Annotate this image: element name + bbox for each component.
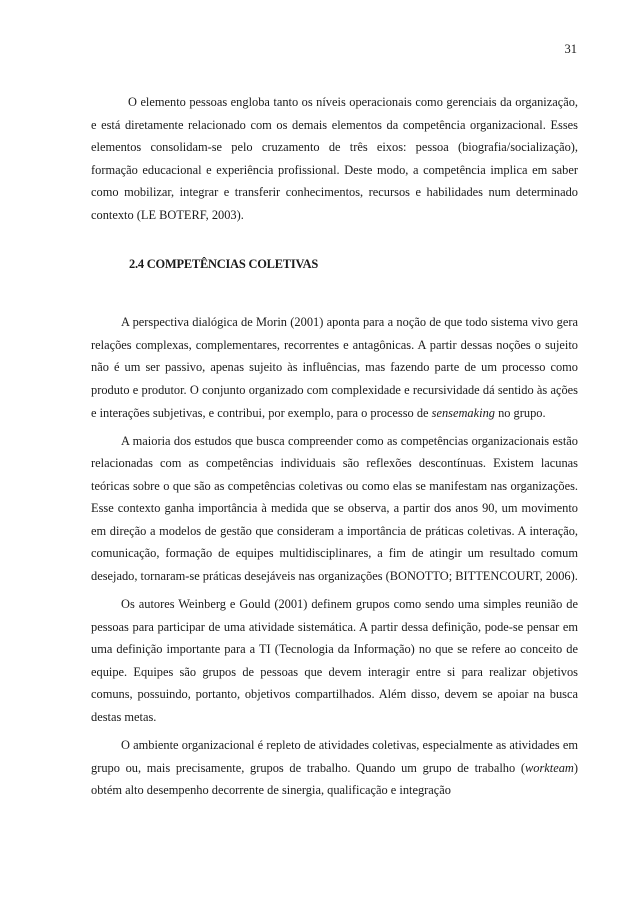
spacer bbox=[91, 275, 578, 311]
page-content bbox=[91, 91, 578, 802]
paragraph-text: ) obtém alto desempenho decorrente de sinergia, qualificação e integração bbox=[91, 760, 578, 798]
section-heading: 2.4 COMPETÊNCIAS COLETIVAS bbox=[129, 256, 319, 271]
italic-term: sensemaking bbox=[431, 405, 495, 420]
paragraph-text: O ambiente organizacional é repleto de atividades coletivas, especialmente as atividades em grupo ou, mais precisamente, grupos de trabalho. Quando um grupo de trabalho ( bbox=[91, 738, 578, 775]
body-paragraph-1 bbox=[91, 311, 578, 424]
spacer bbox=[91, 227, 578, 253]
body-paragraph-2: A maioria dos estudos que busca compreender como as competências organizacionais estão relacionadas com as competências individuais são reflexões descontínuas. Existem lacunas teóricas sobre o que são as competências coletivas ou como elas se manifestam nas organizações. Esse contexto ganha importância à medida que se observa, a partir dos anos 90, um movimento em direção a modelos de gestão que consideram a importância de práticas coletivas. A interação, comunicação, formação de equipes multidisciplinares, a fim de atingir um resultado comum desejado, tornaram-se práticas desejáveis nas organizações (BONOTTO; BITTENCOURT, 2006). bbox=[91, 433, 578, 584]
paragraph-text: no grupo. bbox=[494, 405, 546, 420]
body-paragraph-4 bbox=[91, 734, 578, 802]
body-paragraph-3: Os autores Weinberg e Gould (2001) definem grupos como sendo uma simples reunião de pessoas para participar de uma atividade sistemática. A partir dessa definição, pode-se pensar em uma definição importante para a TI (Tecnologia da Informação) no que se refere ao conceito de equipe. Equipes são grupos de pessoas que devem interagir entre si para realizar objetivos comuns, possuindo, portanto, objetivos compartilhados. Além disso, devem se apoiar na busca destas metas. bbox=[91, 597, 578, 725]
page-number: 31 bbox=[564, 42, 577, 56]
italic-term: workteam bbox=[524, 760, 574, 775]
intro-paragraph: O elemento pessoas engloba tanto os níveis operacionais como gerenciais da organização, e está diretamente relacionado com os demais elementos da competência organizacional. Esses elementos consolidam-se pelo cruzamento de três eixos: pessoa (biografia/socialização), formação educacional e experiência profissional. Deste modo, a competência implica em saber como mobilizar, integrar e transferir conhecimentos, recursos e habilidades num determinado contexto (LE BOTERF, 2003). bbox=[91, 95, 578, 222]
paragraph-text: A perspectiva dialógica de Morin (2001) aponta para a noção de que todo sistema vivo gera relações complexas, complementares, recorrentes e antagônicas. A partir dessas noções o sujeito não é um ser passivo, apenas sujeito às influências, mas fazendo parte de um processo como produto e produtor. O conjunto organizado com complexidade e recursividade dá sentido às ações e interações subjetivas, e contribui, por exemplo, para o processo de bbox=[91, 315, 578, 420]
